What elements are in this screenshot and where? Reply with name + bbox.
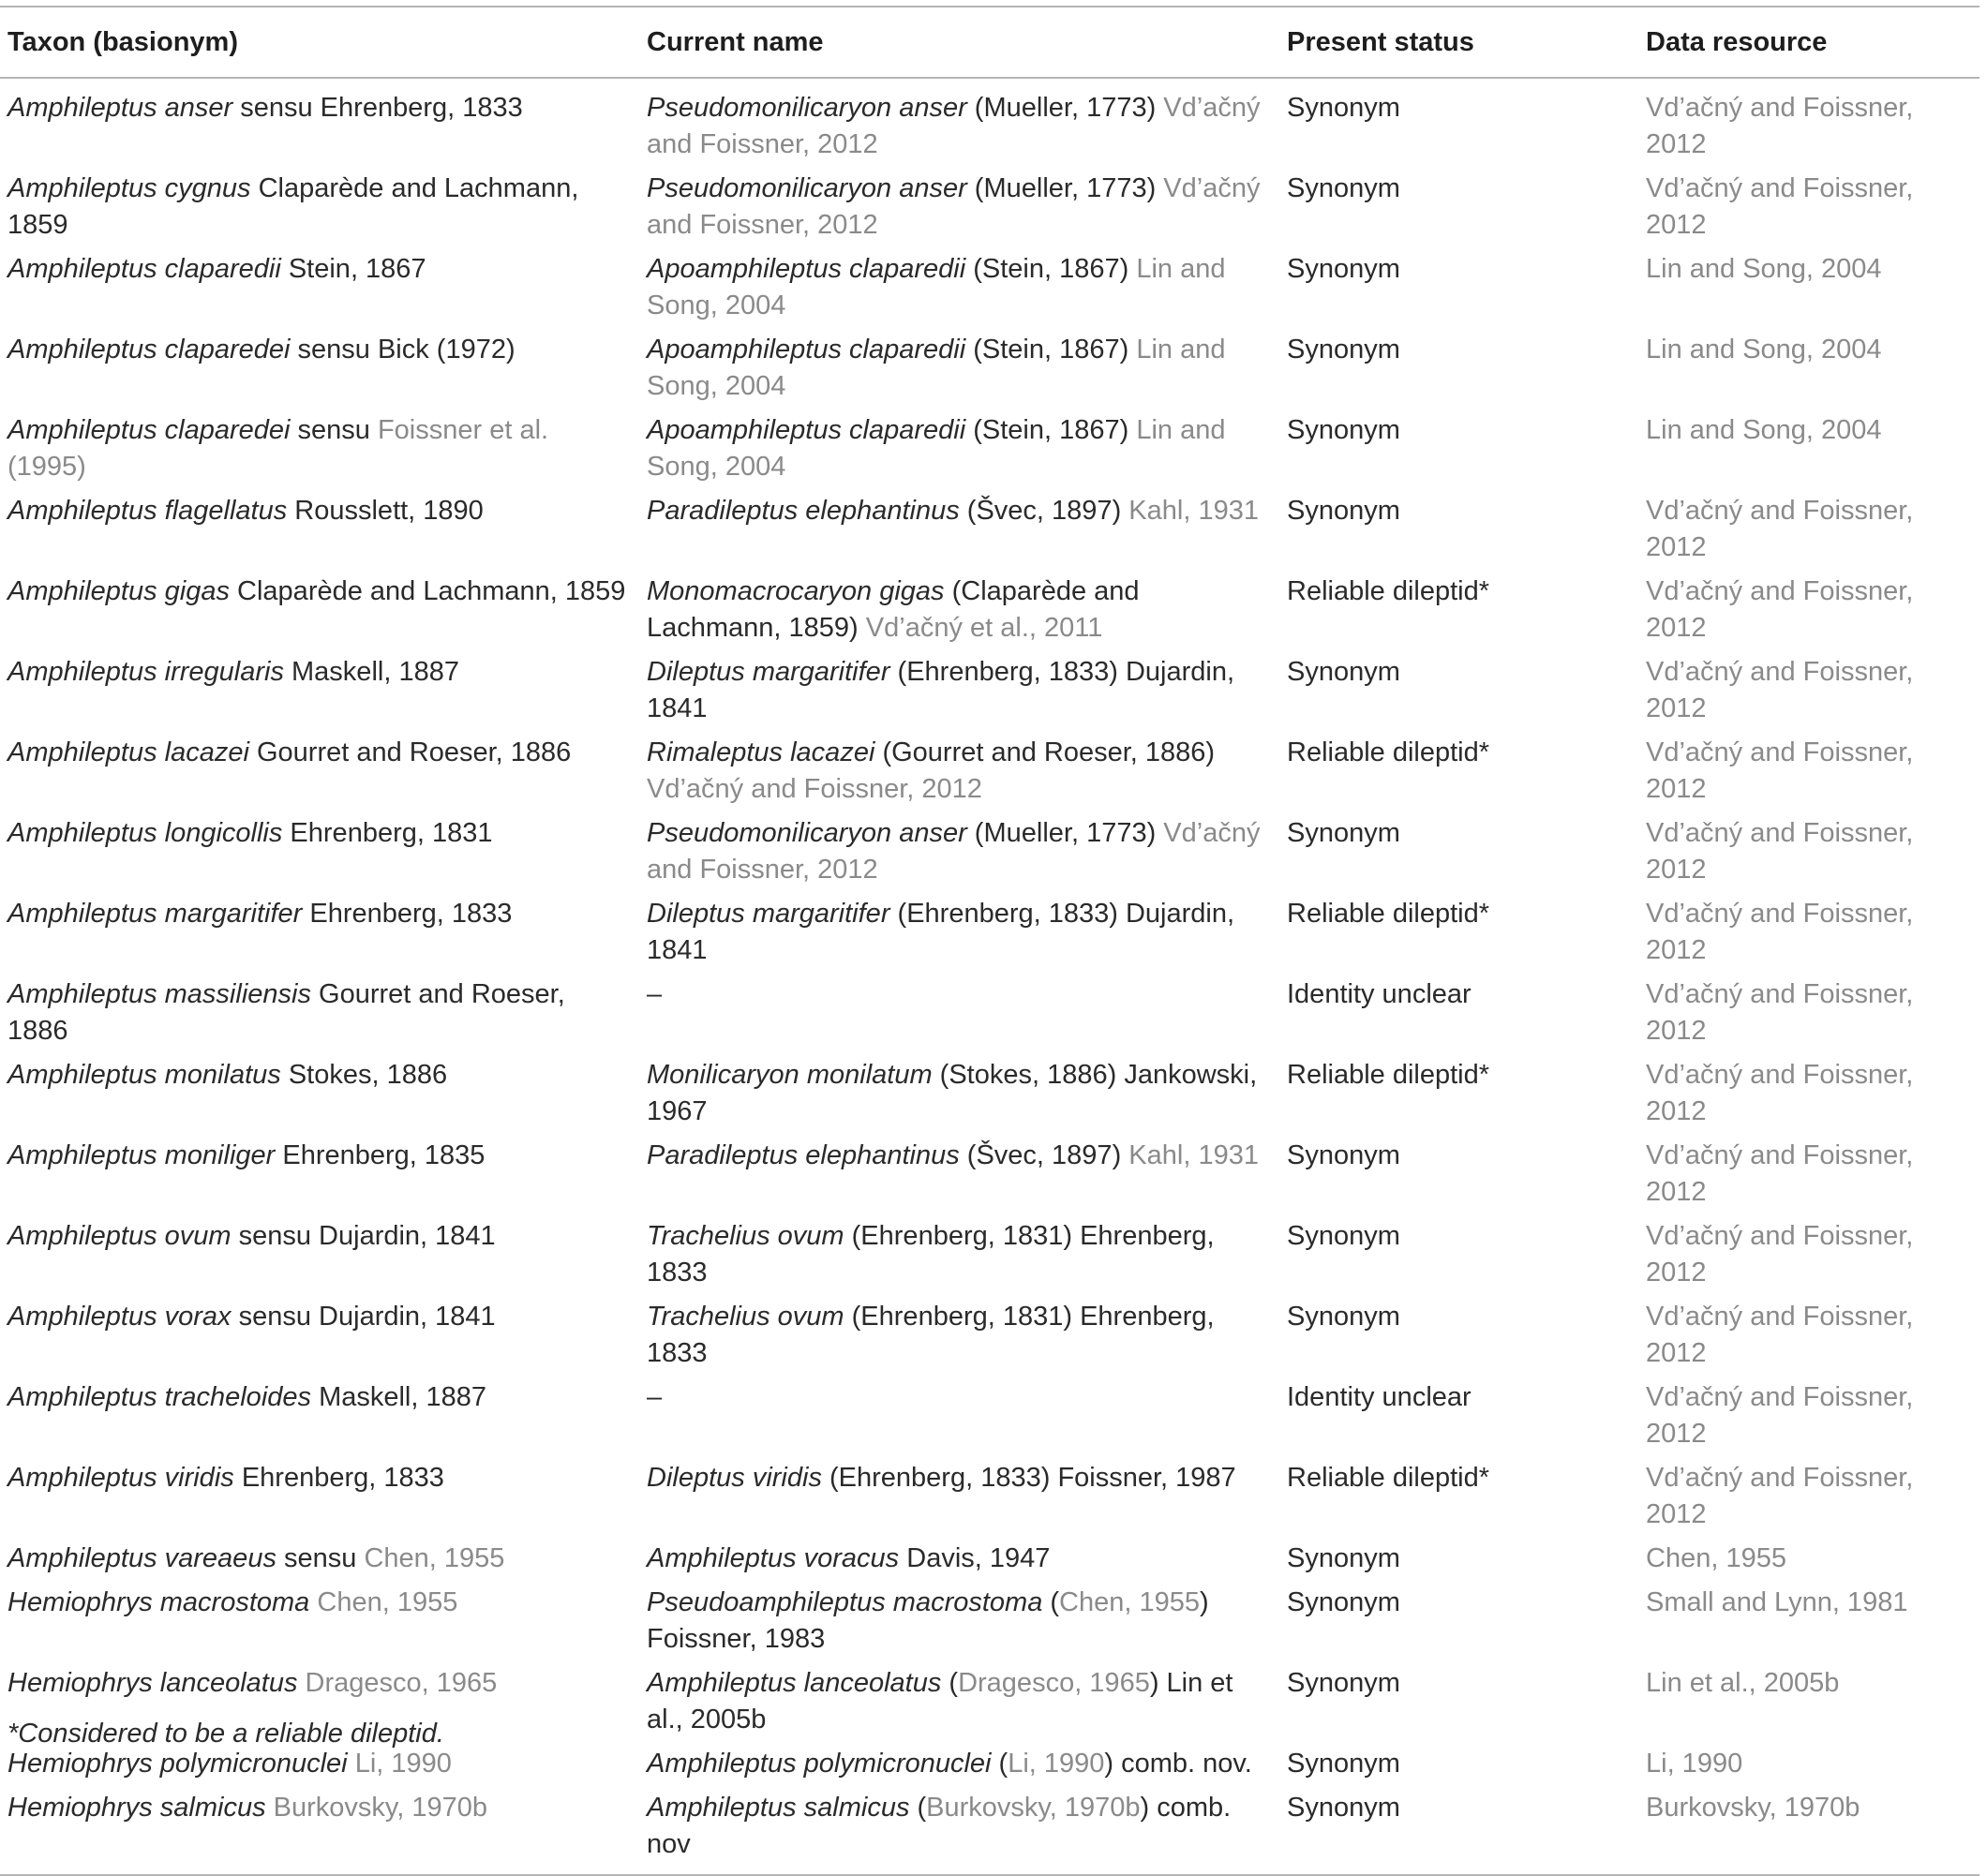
current-genus-species: Amphileptus lanceolatus bbox=[647, 1668, 942, 1698]
taxon-genus-species: Hemiophrys macrostoma bbox=[7, 1587, 310, 1617]
data-resource-link[interactable]: Lin and Song, 2004 bbox=[1646, 254, 1882, 284]
status-cell: Reliable dileptid* bbox=[1287, 737, 1490, 767]
table-row bbox=[0, 650, 1980, 731]
table-header bbox=[0, 7, 1980, 78]
current-genus-species: Pseudomonilicaryon anser bbox=[647, 173, 967, 203]
taxon-authority: sensu bbox=[290, 415, 378, 445]
current-genus-species: Paradileptus elephantinus bbox=[647, 496, 960, 526]
current-name-cell bbox=[639, 1581, 1279, 1661]
taxon-genus-species: Amphileptus vareaeus bbox=[7, 1543, 276, 1573]
current-genus-species: Monilicaryon monilatum bbox=[647, 1060, 933, 1090]
current-name-cell bbox=[639, 1295, 1279, 1376]
taxon-genus-species: Amphileptus moniliger bbox=[7, 1140, 276, 1170]
table-row bbox=[0, 731, 1980, 811]
taxa-table bbox=[0, 6, 1980, 1876]
current-authority: – bbox=[647, 1382, 663, 1412]
current-name-cell bbox=[639, 570, 1279, 650]
current-name-cell bbox=[639, 731, 1279, 811]
taxon-authority: sensu Dujardin, 1841 bbox=[231, 1302, 496, 1332]
current-reference-link[interactable]: Vd’ačný and Foissner, 2012 bbox=[647, 774, 982, 804]
current-authority: (Ehrenberg, 1831) Ehrenberg, 1833 bbox=[647, 1302, 1215, 1368]
table-row bbox=[0, 892, 1980, 973]
taxon-cell bbox=[0, 1581, 639, 1661]
current-authority: ( bbox=[909, 1793, 927, 1823]
current-name-cell bbox=[639, 1661, 1279, 1742]
current-reference-link[interactable]: Vd’ačný and Foissner, 2012 bbox=[647, 818, 1261, 885]
current-authority-tail: ) Foissner, 1983 bbox=[647, 1587, 1209, 1654]
status-cell: Synonym bbox=[1287, 415, 1400, 445]
current-name-cell bbox=[639, 1537, 1279, 1581]
current-authority: (Mueller, 1773) bbox=[966, 818, 1164, 848]
taxon-reference-link[interactable]: Burkovsky, 1970b bbox=[273, 1793, 488, 1823]
taxon-cell bbox=[0, 1786, 639, 1875]
current-genus-species: Amphileptus polymicronuclei bbox=[647, 1749, 992, 1779]
taxon-genus-species: Amphileptus massiliensis bbox=[7, 979, 311, 1009]
taxon-authority bbox=[266, 1793, 274, 1823]
taxon-authority: Ehrenberg, 1833 bbox=[302, 899, 513, 929]
taxon-cell bbox=[0, 1537, 639, 1581]
data-resource-link[interactable]: Vd’ačný and Foissner, 2012 bbox=[1646, 1221, 1914, 1288]
table-row bbox=[0, 1053, 1980, 1134]
current-name-cell bbox=[639, 1742, 1279, 1786]
status-cell: Synonym bbox=[1287, 254, 1400, 284]
current-genus-species: Pseudomonilicaryon anser bbox=[647, 818, 967, 848]
current-genus-species: Pseudomonilicaryon anser bbox=[647, 93, 967, 123]
taxon-cell bbox=[0, 892, 639, 973]
header-data-resource: Data resource bbox=[1646, 26, 1828, 57]
data-resource-link[interactable]: Lin and Song, 2004 bbox=[1646, 335, 1882, 365]
table-row bbox=[0, 1537, 1980, 1581]
current-reference-link[interactable]: Chen, 1955 bbox=[1059, 1587, 1201, 1617]
current-reference-link[interactable]: Kahl, 1931 bbox=[1128, 496, 1259, 526]
current-name-cell bbox=[639, 650, 1279, 731]
data-resource-link[interactable]: Vd’ačný and Foissner, 2012 bbox=[1646, 1302, 1914, 1368]
current-genus-species: Trachelius ovum bbox=[647, 1221, 844, 1251]
current-name-cell bbox=[639, 892, 1279, 973]
taxon-cell bbox=[0, 78, 639, 167]
table-footnote: *Considered to be a reliable dileptid. bbox=[7, 1719, 444, 1749]
taxon-genus-species: Amphileptus cygnus bbox=[7, 173, 251, 203]
current-genus-species: Paradileptus elephantinus bbox=[647, 1140, 960, 1170]
current-authority: (Stein, 1867) bbox=[965, 415, 1137, 445]
taxon-authority: Gourret and Roeser, 1886 bbox=[248, 737, 572, 767]
current-name-cell bbox=[639, 1376, 1279, 1456]
current-name-cell bbox=[639, 489, 1279, 570]
taxon-genus-species: Amphileptus viridis bbox=[7, 1463, 234, 1493]
taxon-genus-species: Amphileptus margaritifer bbox=[7, 899, 303, 929]
status-cell: Synonym bbox=[1287, 818, 1400, 848]
taxon-reference-link[interactable]: Chen, 1955 bbox=[364, 1543, 505, 1573]
taxon-cell bbox=[0, 1456, 639, 1537]
taxon-genus-species: Amphileptus flagellatus bbox=[7, 496, 288, 526]
current-name-cell bbox=[639, 167, 1279, 247]
taxon-reference-link[interactable]: Li, 1990 bbox=[354, 1749, 452, 1779]
table-row bbox=[0, 1581, 1980, 1661]
taxon-genus-species: Amphileptus monilatus bbox=[7, 1060, 281, 1090]
current-reference-link[interactable]: Lin and Song, 2004 bbox=[647, 254, 1226, 320]
taxon-genus-species: Amphileptus gigas bbox=[7, 576, 230, 606]
current-reference-link[interactable]: Vd’ačný and Foissner, 2012 bbox=[647, 93, 1261, 159]
table-row bbox=[0, 247, 1980, 328]
taxon-authority bbox=[348, 1749, 355, 1779]
data-resource-link[interactable]: Vd’ačný and Foissner, 2012 bbox=[1646, 1060, 1914, 1126]
data-resource-link[interactable]: Li, 1990 bbox=[1646, 1749, 1743, 1779]
status-cell: Identity unclear bbox=[1287, 1382, 1472, 1412]
status-cell: Reliable dileptid* bbox=[1287, 576, 1490, 606]
table-body bbox=[0, 78, 1980, 1875]
current-authority: (Ehrenberg, 1833) Dujardin, 1841 bbox=[647, 657, 1235, 723]
data-resource-link[interactable]: Vd’ačný and Foissner, 2012 bbox=[1646, 657, 1914, 723]
taxon-genus-species: Amphileptus irregularis bbox=[7, 657, 284, 687]
taxon-authority: sensu Ehrenberg, 1833 bbox=[232, 93, 523, 123]
table-row bbox=[0, 1295, 1980, 1376]
taxon-cell bbox=[0, 1376, 639, 1456]
taxon-cell bbox=[0, 811, 639, 892]
current-name-cell bbox=[639, 811, 1279, 892]
taxon-genus-species: Amphileptus vorax bbox=[7, 1302, 232, 1332]
taxon-authority: Ehrenberg, 1833 bbox=[233, 1463, 444, 1493]
taxon-cell bbox=[0, 409, 639, 489]
taxon-authority: Ehrenberg, 1831 bbox=[282, 818, 493, 848]
taxon-reference-link[interactable]: Chen, 1955 bbox=[317, 1587, 458, 1617]
status-cell: Synonym bbox=[1287, 657, 1400, 687]
taxon-cell bbox=[0, 731, 639, 811]
taxon-authority: Rousslett, 1890 bbox=[287, 496, 484, 526]
table-row bbox=[0, 1456, 1980, 1537]
current-name-cell bbox=[639, 328, 1279, 409]
taxon-authority: Ehrenberg, 1835 bbox=[275, 1140, 486, 1170]
taxon-reference-link[interactable]: Dragesco, 1965 bbox=[305, 1668, 498, 1698]
taxon-cell bbox=[0, 1134, 639, 1214]
current-name-cell bbox=[639, 1134, 1279, 1214]
current-genus-species: Dileptus viridis bbox=[647, 1463, 822, 1493]
status-cell: Synonym bbox=[1287, 1668, 1400, 1698]
data-resource-link[interactable]: Small and Lynn, 1981 bbox=[1646, 1587, 1908, 1617]
taxon-authority: sensu bbox=[276, 1543, 365, 1573]
current-genus-species: Trachelius ovum bbox=[647, 1302, 844, 1332]
data-resource-link[interactable]: Vd’ačný and Foissner, 2012 bbox=[1646, 576, 1914, 643]
current-name-cell bbox=[639, 78, 1279, 167]
table-row bbox=[0, 328, 1980, 409]
taxon-cell bbox=[0, 167, 639, 247]
current-genus-species: Dileptus margaritifer bbox=[647, 899, 890, 929]
current-authority-tail: ) comb. nov. bbox=[1104, 1749, 1252, 1779]
status-cell: Identity unclear bbox=[1287, 979, 1472, 1009]
current-genus-species: Pseudoamphileptus macrostoma bbox=[647, 1587, 1043, 1617]
current-reference-link[interactable]: Lin and Song, 2004 bbox=[647, 335, 1226, 401]
taxon-authority: sensu Dujardin, 1841 bbox=[231, 1221, 496, 1251]
taxon-genus-species: Amphileptus tracheloides bbox=[7, 1382, 312, 1412]
current-reference-link[interactable]: Dragesco, 1965 bbox=[958, 1668, 1150, 1698]
status-cell: Reliable dileptid* bbox=[1287, 1463, 1490, 1493]
current-reference-link[interactable]: Burkovsky, 1970b bbox=[926, 1793, 1141, 1823]
taxon-reference-link[interactable]: Foissner et al. (1995) bbox=[7, 415, 549, 482]
taxon-cell bbox=[0, 570, 639, 650]
data-resource-link[interactable]: Vd’ačný and Foissner, 2012 bbox=[1646, 173, 1914, 240]
header-row bbox=[0, 7, 1980, 78]
current-authority: ( bbox=[941, 1668, 959, 1698]
status-cell: Reliable dileptid* bbox=[1287, 1060, 1490, 1090]
current-authority: (Ehrenberg, 1833) Dujardin, 1841 bbox=[647, 899, 1235, 965]
status-cell: Synonym bbox=[1287, 1587, 1400, 1617]
data-resource-link[interactable]: Lin and Song, 2004 bbox=[1646, 415, 1882, 445]
table-row bbox=[0, 489, 1980, 570]
data-resource-link[interactable]: Vd’ačný and Foissner, 2012 bbox=[1646, 979, 1914, 1046]
table-row bbox=[0, 1786, 1980, 1875]
taxon-genus-species: Amphileptus claparedei bbox=[7, 415, 291, 445]
current-reference-link[interactable]: Vd’ačný et al., 2011 bbox=[865, 613, 1103, 643]
header-current-name: Current name bbox=[647, 26, 824, 57]
status-cell: Synonym bbox=[1287, 335, 1400, 365]
current-genus-species: Monomacrocaryon gigas bbox=[647, 576, 945, 606]
current-authority: (Mueller, 1773) bbox=[966, 93, 1164, 123]
data-resource-link[interactable]: Vd’ačný and Foissner, 2012 bbox=[1646, 899, 1914, 965]
current-genus-species: Amphileptus salmicus bbox=[647, 1793, 910, 1823]
current-authority: Davis, 1947 bbox=[899, 1543, 1051, 1573]
current-name-cell bbox=[639, 973, 1279, 1053]
current-genus-species: Amphileptus voracus bbox=[647, 1543, 900, 1573]
current-name-cell bbox=[639, 1214, 1279, 1295]
table-row bbox=[0, 409, 1980, 489]
header-taxon: Taxon (basionym) bbox=[7, 26, 238, 57]
taxon-cell bbox=[0, 650, 639, 731]
data-resource-link[interactable]: Vd’ačný and Foissner, 2012 bbox=[1646, 93, 1914, 159]
status-cell: Synonym bbox=[1287, 1749, 1400, 1779]
current-authority: (Claparède and Lachmann, 1859) bbox=[647, 576, 1140, 643]
data-resource-link[interactable]: Vd’ačný and Foissner, 2012 bbox=[1646, 1140, 1914, 1207]
current-authority: (Stein, 1867) bbox=[965, 335, 1137, 365]
current-authority: (Stokes, 1886) Jankowski, 1967 bbox=[647, 1060, 1258, 1126]
current-authority: (Mueller, 1773) bbox=[966, 173, 1164, 203]
current-authority-tail: ) comb. nov bbox=[647, 1793, 1232, 1859]
table-row bbox=[0, 1214, 1980, 1295]
status-cell: Synonym bbox=[1287, 1221, 1400, 1251]
table-row bbox=[0, 167, 1980, 247]
data-resource-link[interactable]: Burkovsky, 1970b bbox=[1646, 1793, 1860, 1823]
current-authority: (Ehrenberg, 1833) Foissner, 1987 bbox=[821, 1463, 1236, 1493]
current-authority: (Gourret and Roeser, 1886) bbox=[874, 737, 1216, 767]
taxon-genus-species: Amphileptus claparedii bbox=[7, 254, 281, 284]
data-resource-link[interactable]: Chen, 1955 bbox=[1646, 1543, 1786, 1573]
current-reference-link[interactable]: Lin and Song, 2004 bbox=[647, 415, 1226, 482]
taxon-authority: Stein, 1867 bbox=[280, 254, 426, 284]
current-name-cell bbox=[639, 409, 1279, 489]
status-cell: Synonym bbox=[1287, 1793, 1400, 1823]
taxon-genus-species: Amphileptus lacazei bbox=[7, 737, 249, 767]
table-row bbox=[0, 570, 1980, 650]
status-cell: Synonym bbox=[1287, 173, 1400, 203]
current-authority: (Stein, 1867) bbox=[965, 254, 1137, 284]
taxon-authority: sensu Bick (1972) bbox=[290, 335, 515, 365]
current-reference-link[interactable]: Li, 1990 bbox=[1008, 1749, 1105, 1779]
taxon-authority: Claparède and Lachmann, 1859 bbox=[7, 173, 579, 240]
taxon-genus-species: Hemiophrys polymicronuclei bbox=[7, 1749, 348, 1779]
current-reference-link[interactable]: Vd’ačný and Foissner, 2012 bbox=[647, 173, 1261, 240]
taxon-authority: Stokes, 1886 bbox=[280, 1060, 448, 1090]
taxon-cell bbox=[0, 489, 639, 570]
taxon-authority: Gourret and Roeser, 1886 bbox=[7, 979, 565, 1046]
current-authority: – bbox=[647, 979, 663, 1009]
current-authority-tail: ) Lin et al., 2005b bbox=[647, 1668, 1233, 1735]
data-resource-link[interactable]: Vd’ačný and Foissner, 2012 bbox=[1646, 737, 1914, 804]
taxon-authority: Maskell, 1887 bbox=[311, 1382, 487, 1412]
current-authority: (Švec, 1897) bbox=[959, 1140, 1129, 1170]
status-cell: Synonym bbox=[1287, 1302, 1400, 1332]
taxon-cell bbox=[0, 1053, 639, 1134]
current-genus-species: Apoamphileptus claparedii bbox=[647, 415, 966, 445]
data-resource-link[interactable]: Vd’ačný and Foissner, 2012 bbox=[1646, 818, 1914, 885]
taxon-cell bbox=[0, 1295, 639, 1376]
current-authority: (Švec, 1897) bbox=[959, 496, 1129, 526]
status-cell: Reliable dileptid* bbox=[1287, 899, 1490, 929]
current-authority: ( bbox=[991, 1749, 1008, 1779]
status-cell: Synonym bbox=[1287, 93, 1400, 123]
current-name-cell bbox=[639, 1786, 1279, 1875]
current-authority: ( bbox=[1042, 1587, 1060, 1617]
status-cell: Synonym bbox=[1287, 1543, 1400, 1573]
taxon-genus-species: Hemiophrys lanceolatus bbox=[7, 1668, 298, 1698]
current-name-cell bbox=[639, 247, 1279, 328]
data-resource-link[interactable]: Vd’ačný and Foissner, 2012 bbox=[1646, 1463, 1914, 1529]
data-resource-link[interactable]: Lin et al., 2005b bbox=[1646, 1668, 1840, 1698]
table-row bbox=[0, 1376, 1980, 1456]
current-authority: (Ehrenberg, 1831) Ehrenberg, 1833 bbox=[647, 1221, 1215, 1288]
taxon-cell bbox=[0, 247, 639, 328]
header-present-status: Present status bbox=[1287, 26, 1474, 57]
table-row bbox=[0, 811, 1980, 892]
status-cell: Synonym bbox=[1287, 496, 1400, 526]
current-genus-species: Rimaleptus lacazei bbox=[647, 737, 875, 767]
taxon-genus-species: Amphileptus anser bbox=[7, 93, 233, 123]
taxon-authority bbox=[297, 1668, 305, 1698]
status-cell: Synonym bbox=[1287, 1140, 1400, 1170]
current-reference-link[interactable]: Kahl, 1931 bbox=[1128, 1140, 1259, 1170]
data-resource-link[interactable]: Vd’ačný and Foissner, 2012 bbox=[1646, 496, 1914, 562]
taxon-authority: Maskell, 1887 bbox=[283, 657, 459, 687]
table-row bbox=[0, 78, 1980, 167]
current-genus-species: Apoamphileptus claparedii bbox=[647, 335, 966, 365]
taxon-genus-species: Amphileptus claparedei bbox=[7, 335, 291, 365]
taxon-genus-species: Amphileptus longicollis bbox=[7, 818, 283, 848]
current-name-cell bbox=[639, 1053, 1279, 1134]
current-genus-species: Apoamphileptus claparedii bbox=[647, 254, 966, 284]
data-resource-link[interactable]: Vd’ačný and Foissner, 2012 bbox=[1646, 1382, 1914, 1449]
table-row bbox=[0, 973, 1980, 1053]
taxon-genus-species: Amphileptus ovum bbox=[7, 1221, 232, 1251]
taxon-cell bbox=[0, 973, 639, 1053]
taxon-genus-species: Hemiophrys salmicus bbox=[7, 1793, 266, 1823]
table-row bbox=[0, 1134, 1980, 1214]
current-genus-species: Dileptus margaritifer bbox=[647, 657, 890, 687]
taxon-cell bbox=[0, 328, 639, 409]
current-name-cell bbox=[639, 1456, 1279, 1537]
taxon-authority: Claparède and Lachmann, 1859 bbox=[229, 576, 626, 606]
taxon-cell bbox=[0, 1214, 639, 1295]
